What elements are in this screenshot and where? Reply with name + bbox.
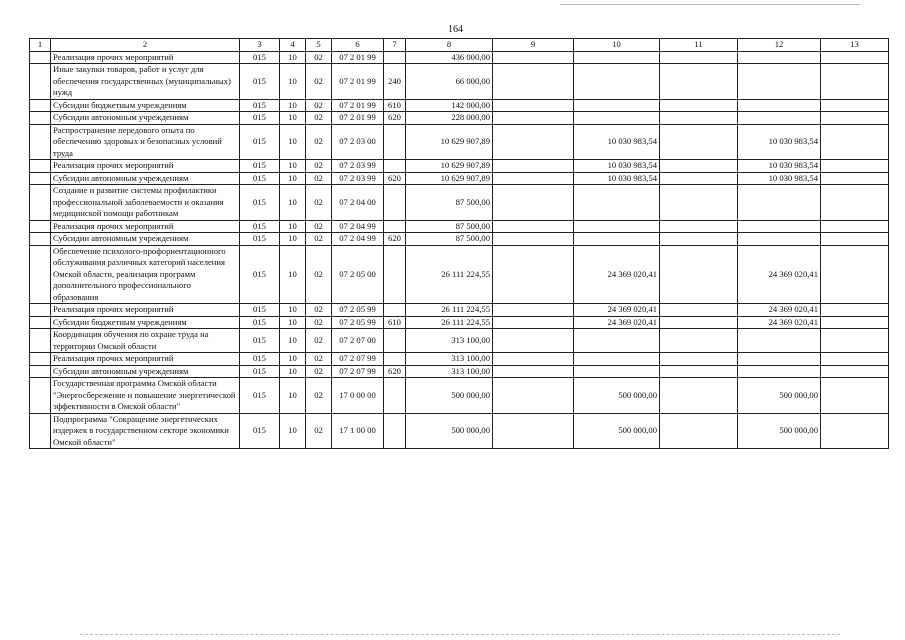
expense-type-cell (384, 413, 406, 449)
admin-code-cell: 015 (240, 220, 280, 233)
expense-type-cell: 620 (384, 172, 406, 185)
row-index-cell (30, 185, 51, 221)
subsection-code-cell: 02 (306, 64, 332, 100)
row-name-cell: Реализация прочих мероприятий (51, 353, 240, 366)
column-header-12: 12 (738, 39, 821, 52)
target-article-cell: 07 2 03 00 (332, 124, 384, 160)
section-code-cell: 10 (280, 245, 306, 304)
admin-code-cell: 015 (240, 233, 280, 246)
section-code-cell: 10 (280, 112, 306, 125)
admin-code-cell: 015 (240, 413, 280, 449)
target-article-cell: 07 2 04 00 (332, 185, 384, 221)
amount-col8-cell: 87 500,00 (406, 233, 493, 246)
page-number: 164 (448, 24, 463, 35)
admin-code-cell: 015 (240, 185, 280, 221)
amount-col13-cell (821, 353, 889, 366)
amount-col10-cell (574, 220, 660, 233)
amount-col13-cell (821, 185, 889, 221)
table-row (30, 160, 889, 173)
amount-col9-cell (493, 413, 574, 449)
amount-col11-cell (660, 316, 738, 329)
amount-col10-cell (574, 64, 660, 100)
table-row (30, 51, 889, 64)
row-index-cell (30, 99, 51, 112)
admin-code-cell: 015 (240, 365, 280, 378)
admin-code-cell: 015 (240, 329, 280, 353)
admin-code-cell: 015 (240, 112, 280, 125)
amount-col9-cell (493, 112, 574, 125)
section-code-cell: 10 (280, 185, 306, 221)
amount-col9-cell (493, 51, 574, 64)
section-code-cell: 10 (280, 353, 306, 366)
amount-col11-cell (660, 245, 738, 304)
row-name-cell: Субсидии автономным учреждениям (51, 112, 240, 125)
row-index-cell (30, 245, 51, 304)
amount-col8-cell: 87 500,00 (406, 220, 493, 233)
table-row (30, 112, 889, 125)
amount-col8-cell: 10 629 907,89 (406, 160, 493, 173)
amount-col8-cell: 26 111 224,55 (406, 245, 493, 304)
amount-col10-cell (574, 99, 660, 112)
amount-col12-cell: 10 030 983,54 (738, 124, 821, 160)
amount-col11-cell (660, 353, 738, 366)
table-row (30, 124, 889, 160)
target-article-cell: 07 2 05 99 (332, 304, 384, 317)
section-code-cell: 10 (280, 233, 306, 246)
amount-col12-cell (738, 51, 821, 64)
column-header-9: 9 (493, 39, 574, 52)
row-index-cell (30, 220, 51, 233)
row-index-cell (30, 353, 51, 366)
subsection-code-cell: 02 (306, 185, 332, 221)
subsection-code-cell: 02 (306, 353, 332, 366)
target-article-cell: 07 2 01 99 (332, 112, 384, 125)
amount-col8-cell: 66 000,00 (406, 64, 493, 100)
row-index-cell (30, 329, 51, 353)
amount-col13-cell (821, 160, 889, 173)
amount-col13-cell (821, 99, 889, 112)
amount-col9-cell (493, 329, 574, 353)
amount-col10-cell (574, 233, 660, 246)
row-index-cell (30, 124, 51, 160)
top-scan-rule (560, 4, 860, 5)
subsection-code-cell: 02 (306, 124, 332, 160)
target-article-cell: 07 2 05 99 (332, 316, 384, 329)
amount-col8-cell: 228 000,00 (406, 112, 493, 125)
amount-col8-cell: 313 100,00 (406, 365, 493, 378)
row-index-cell (30, 413, 51, 449)
table-row (30, 233, 889, 246)
section-code-cell: 10 (280, 365, 306, 378)
row-index-cell (30, 304, 51, 317)
row-name-cell: Создание и развитие системы профилактики профессиональной заболеваемости и оказания медицинской помощи работникам (51, 185, 240, 221)
subsection-code-cell: 02 (306, 233, 332, 246)
amount-col13-cell (821, 245, 889, 304)
amount-col12-cell (738, 353, 821, 366)
subsection-code-cell: 02 (306, 51, 332, 64)
row-name-cell: Иные закупки товаров, работ и услуг для обеспечения государственных (муниципальных) нужд (51, 64, 240, 100)
amount-col9-cell (493, 316, 574, 329)
target-article-cell: 07 2 05 00 (332, 245, 384, 304)
target-article-cell: 07 2 03 99 (332, 160, 384, 173)
subsection-code-cell: 02 (306, 172, 332, 185)
admin-code-cell: 015 (240, 316, 280, 329)
row-name-cell: Реализация прочих мероприятий (51, 304, 240, 317)
amount-col10-cell: 10 030 983,54 (574, 124, 660, 160)
subsection-code-cell: 02 (306, 160, 332, 173)
amount-col8-cell: 313 100,00 (406, 353, 493, 366)
amount-col10-cell: 24 369 020,41 (574, 245, 660, 304)
amount-col11-cell (660, 172, 738, 185)
section-code-cell: 10 (280, 124, 306, 160)
target-article-cell: 17 1 00 00 (332, 413, 384, 449)
amount-col12-cell: 10 030 983,54 (738, 172, 821, 185)
admin-code-cell: 015 (240, 51, 280, 64)
row-name-cell: Субсидии автономным учреждениям (51, 172, 240, 185)
target-article-cell: 07 2 03 99 (332, 172, 384, 185)
amount-col12-cell (738, 233, 821, 246)
table-row (30, 413, 889, 449)
amount-col12-cell (738, 329, 821, 353)
amount-col10-cell (574, 329, 660, 353)
row-index-cell (30, 316, 51, 329)
row-name-cell: Субсидии бюджетным учреждениям (51, 316, 240, 329)
section-code-cell: 10 (280, 172, 306, 185)
amount-col8-cell: 26 111 224,55 (406, 304, 493, 317)
subsection-code-cell: 02 (306, 245, 332, 304)
subsection-code-cell: 02 (306, 112, 332, 125)
amount-col10-cell (574, 51, 660, 64)
target-article-cell: 07 2 01 99 (332, 64, 384, 100)
amount-col13-cell (821, 329, 889, 353)
budget-table (29, 38, 889, 449)
column-header-3: 3 (240, 39, 280, 52)
amount-col8-cell: 142 000,00 (406, 99, 493, 112)
expense-type-cell: 620 (384, 233, 406, 246)
amount-col10-cell: 24 369 020,41 (574, 316, 660, 329)
amount-col11-cell (660, 124, 738, 160)
amount-col12-cell: 10 030 983,54 (738, 160, 821, 173)
amount-col9-cell (493, 64, 574, 100)
table-header (30, 39, 889, 52)
target-article-cell: 07 2 04 99 (332, 220, 384, 233)
amount-col11-cell (660, 99, 738, 112)
table-row (30, 304, 889, 317)
target-article-cell: 07 2 07 99 (332, 365, 384, 378)
column-header-6: 6 (332, 39, 384, 52)
row-index-cell (30, 112, 51, 125)
table-row (30, 378, 889, 414)
amount-col8-cell: 436 000,00 (406, 51, 493, 64)
amount-col9-cell (493, 233, 574, 246)
expense-type-cell: 620 (384, 112, 406, 125)
table-row (30, 353, 889, 366)
amount-col8-cell: 87 500,00 (406, 185, 493, 221)
amount-col9-cell (493, 99, 574, 112)
expense-type-cell (384, 353, 406, 366)
row-index-cell (30, 378, 51, 414)
admin-code-cell: 015 (240, 160, 280, 173)
amount-col8-cell: 313 100,00 (406, 329, 493, 353)
amount-col9-cell (493, 353, 574, 366)
admin-code-cell: 015 (240, 245, 280, 304)
section-code-cell: 10 (280, 51, 306, 64)
column-header-4: 4 (280, 39, 306, 52)
amount-col12-cell: 24 369 020,41 (738, 316, 821, 329)
row-name-cell: Подпрограмма "Сокращение энергетических издержек в государственном секторе экономики Омской области" (51, 413, 240, 449)
amount-col13-cell (821, 64, 889, 100)
amount-col8-cell: 500 000,00 (406, 413, 493, 449)
admin-code-cell: 015 (240, 353, 280, 366)
admin-code-cell: 015 (240, 172, 280, 185)
admin-code-cell: 015 (240, 64, 280, 100)
amount-col11-cell (660, 64, 738, 100)
section-code-cell: 10 (280, 304, 306, 317)
expense-type-cell (384, 329, 406, 353)
subsection-code-cell: 02 (306, 413, 332, 449)
target-article-cell: 07 2 07 00 (332, 329, 384, 353)
section-code-cell: 10 (280, 220, 306, 233)
column-header-7: 7 (384, 39, 406, 52)
table-row (30, 245, 889, 304)
amount-col10-cell (574, 353, 660, 366)
expense-type-cell: 610 (384, 316, 406, 329)
target-article-cell: 07 2 01 99 (332, 51, 384, 64)
amount-col13-cell (821, 112, 889, 125)
section-code-cell: 10 (280, 316, 306, 329)
amount-col12-cell: 24 369 020,41 (738, 245, 821, 304)
row-name-cell: Субсидии бюджетным учреждениям (51, 99, 240, 112)
table-row (30, 329, 889, 353)
expense-type-cell (384, 245, 406, 304)
row-name-cell: Координация обучения по охране труда на территории Омской области (51, 329, 240, 353)
amount-col11-cell (660, 233, 738, 246)
expense-type-cell: 240 (384, 64, 406, 100)
amount-col10-cell (574, 185, 660, 221)
table-body (30, 51, 889, 449)
admin-code-cell: 015 (240, 99, 280, 112)
subsection-code-cell: 02 (306, 304, 332, 317)
row-name-cell: Субсидии автономным учреждениям (51, 365, 240, 378)
section-code-cell: 10 (280, 99, 306, 112)
amount-col12-cell: 500 000,00 (738, 378, 821, 414)
expense-type-cell: 620 (384, 365, 406, 378)
amount-col9-cell (493, 245, 574, 304)
amount-col12-cell (738, 112, 821, 125)
amount-col10-cell: 10 030 983,54 (574, 160, 660, 173)
amount-col8-cell: 26 111 224,55 (406, 316, 493, 329)
row-index-cell (30, 160, 51, 173)
amount-col13-cell (821, 172, 889, 185)
subsection-code-cell: 02 (306, 378, 332, 414)
row-index-cell (30, 233, 51, 246)
amount-col10-cell: 500 000,00 (574, 413, 660, 449)
expense-type-cell: 610 (384, 99, 406, 112)
amount-col10-cell: 24 369 020,41 (574, 304, 660, 317)
amount-col12-cell (738, 365, 821, 378)
amount-col13-cell (821, 124, 889, 160)
amount-col13-cell (821, 378, 889, 414)
amount-col9-cell (493, 124, 574, 160)
column-header-5: 5 (306, 39, 332, 52)
expense-type-cell (384, 378, 406, 414)
subsection-code-cell: 02 (306, 99, 332, 112)
table-row (30, 316, 889, 329)
column-header-1: 1 (30, 39, 51, 52)
expense-type-cell (384, 124, 406, 160)
amount-col12-cell (738, 99, 821, 112)
row-index-cell (30, 172, 51, 185)
subsection-code-cell: 02 (306, 365, 332, 378)
row-name-cell: Государственная программа Омской области "Энергосбережение и повышение энергетической эффективности в Омской области" (51, 378, 240, 414)
amount-col10-cell (574, 365, 660, 378)
amount-col12-cell: 24 369 020,41 (738, 304, 821, 317)
expense-type-cell (384, 304, 406, 317)
expense-type-cell (384, 220, 406, 233)
amount-col13-cell (821, 51, 889, 64)
expense-type-cell (384, 185, 406, 221)
amount-col8-cell: 10 629 907,89 (406, 124, 493, 160)
expense-type-cell (384, 51, 406, 64)
admin-code-cell: 015 (240, 378, 280, 414)
amount-col13-cell (821, 413, 889, 449)
amount-col9-cell (493, 172, 574, 185)
amount-col13-cell (821, 365, 889, 378)
amount-col11-cell (660, 365, 738, 378)
amount-col9-cell (493, 304, 574, 317)
table-row (30, 64, 889, 100)
amount-col11-cell (660, 160, 738, 173)
amount-col11-cell (660, 220, 738, 233)
row-name-cell: Реализация прочих мероприятий (51, 220, 240, 233)
section-code-cell: 10 (280, 378, 306, 414)
column-header-13: 13 (821, 39, 889, 52)
amount-col13-cell (821, 316, 889, 329)
table-row (30, 220, 889, 233)
amount-col11-cell (660, 51, 738, 64)
amount-col11-cell (660, 185, 738, 221)
section-code-cell: 10 (280, 64, 306, 100)
amount-col8-cell: 500 000,00 (406, 378, 493, 414)
amount-col10-cell: 500 000,00 (574, 378, 660, 414)
subsection-code-cell: 02 (306, 220, 332, 233)
target-article-cell: 17 0 00 00 (332, 378, 384, 414)
amount-col12-cell: 500 000,00 (738, 413, 821, 449)
admin-code-cell: 015 (240, 304, 280, 317)
target-article-cell: 07 2 01 99 (332, 99, 384, 112)
amount-col9-cell (493, 378, 574, 414)
table-row (30, 99, 889, 112)
bottom-scan-rule (80, 634, 840, 635)
table-row (30, 172, 889, 185)
header-row (30, 39, 889, 52)
amount-col9-cell (493, 185, 574, 221)
amount-col11-cell (660, 378, 738, 414)
amount-col10-cell: 10 030 983,54 (574, 172, 660, 185)
amount-col11-cell (660, 413, 738, 449)
amount-col12-cell (738, 185, 821, 221)
row-index-cell (30, 64, 51, 100)
amount-col10-cell (574, 112, 660, 125)
expense-type-cell (384, 160, 406, 173)
target-article-cell: 07 2 07 99 (332, 353, 384, 366)
row-name-cell: Обеспечение психолого-профориентационного обслуживания различных категорий населения Омской области, реализация программ дополнительного профессионального образования (51, 245, 240, 304)
subsection-code-cell: 02 (306, 316, 332, 329)
amount-col9-cell (493, 220, 574, 233)
subsection-code-cell: 02 (306, 329, 332, 353)
table-row (30, 365, 889, 378)
column-header-8: 8 (406, 39, 493, 52)
column-header-10: 10 (574, 39, 660, 52)
row-index-cell (30, 365, 51, 378)
row-name-cell: Реализация прочих мероприятий (51, 160, 240, 173)
amount-col11-cell (660, 112, 738, 125)
admin-code-cell: 015 (240, 124, 280, 160)
table-row (30, 185, 889, 221)
row-name-cell: Субсидии автономным учреждениям (51, 233, 240, 246)
row-index-cell (30, 51, 51, 64)
column-header-2: 2 (51, 39, 240, 52)
amount-col13-cell (821, 304, 889, 317)
amount-col12-cell (738, 64, 821, 100)
amount-col13-cell (821, 233, 889, 246)
amount-col13-cell (821, 220, 889, 233)
row-name-cell: Распространение передового опыта по обеспечению здоровых и безопасных условий труда (51, 124, 240, 160)
target-article-cell: 07 2 04 99 (332, 233, 384, 246)
amount-col11-cell (660, 329, 738, 353)
amount-col8-cell: 10 629 907,89 (406, 172, 493, 185)
amount-col9-cell (493, 160, 574, 173)
section-code-cell: 10 (280, 160, 306, 173)
row-name-cell: Реализация прочих мероприятий (51, 51, 240, 64)
column-header-11: 11 (660, 39, 738, 52)
amount-col12-cell (738, 220, 821, 233)
amount-col11-cell (660, 304, 738, 317)
amount-col9-cell (493, 365, 574, 378)
section-code-cell: 10 (280, 329, 306, 353)
section-code-cell: 10 (280, 413, 306, 449)
